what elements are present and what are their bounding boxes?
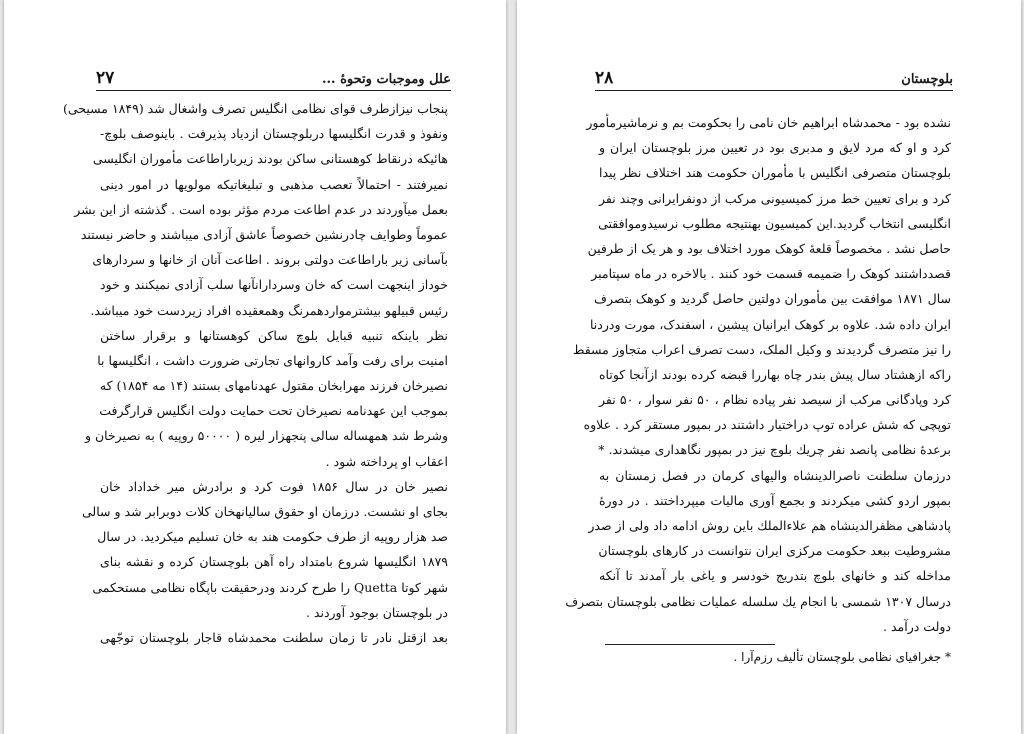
text-line: سال ۱۸۷۱ موافقت بین مأموران دولتین حاصل گردید و کوهک بتصرف bbox=[594, 291, 951, 307]
text-line: بموجب این عهدنامه نصیرخان تحت حمایت دولت انگلیس قرارگرفت bbox=[99, 403, 448, 419]
text-line: انگلیسی انتخاب گردید.این کمیسیون بهنتیجه مطلوب نرسیدوموافقتی bbox=[598, 215, 951, 231]
text-line: مداخله کند و خانهای بلوچ بتدریج خودسر و یاغی بار آمدند تا آنکه bbox=[599, 568, 951, 584]
running-header bbox=[595, 66, 953, 91]
text-line: پنجاب نیزازطرف قوای نظامی انگلیس تصرف واشغال شد (۱۸۴۹ مسیحی) bbox=[62, 101, 448, 116]
text-line: نصیر خان در سال ۱۸۵۶ فوت کرد و برادرش میر خداداد خان bbox=[100, 478, 448, 494]
text-line: درسال ۱۳۰۷ شمسی با انجام یك سلسله عملیات نظامی بلوچستان بتصرف bbox=[565, 593, 951, 609]
running-title: بلوچستان bbox=[901, 72, 953, 87]
text-line: بعد ازقتل نادر تا زمان سلطنت محمدشاه قاجار بلوچستان توجّهی bbox=[100, 629, 448, 645]
text-line: را نیز متصرف گردیدند و وکیل الملک، دست تصرف اعراب متجاوز مسقط bbox=[572, 341, 951, 357]
text-line: نصیرخان فرزند مهرابخان مقتول عهدنامهای بستند (۱۴ مه ۱۸۵۴) که bbox=[99, 378, 448, 394]
text-line: اعقاب او پرداخته شود . bbox=[325, 453, 448, 469]
text-line: مشروطیت ببعد حکومت مرکزی ایران نتوانست در کارهای بلوچستان bbox=[598, 543, 951, 559]
text-line: امنیت برای رفت وآمد کاروانهای تجارتی ضرورت داشت ، انگلیسها با bbox=[97, 352, 448, 368]
text-line: نشده بود - محمدشاه ابراهیم خان نامی را بحکومت بم و نرماشیرمأمور bbox=[586, 115, 951, 130]
text-line: خوداز اینجهت است که خان وسردارانآنها سلب آزادی نمیکنند و خود bbox=[100, 277, 448, 293]
text-line: کرد و او که مرد لایق و مدبری بود در تعیین مرز بلوچستان ایران و bbox=[599, 140, 951, 156]
text-line: ۱۸۷۹ انگلیسها شروع بامتداد راه آهن بلوچستان کرده و نقشه بنای bbox=[100, 554, 448, 570]
left-page bbox=[4, 0, 506, 734]
text-line: بعمل میآوردند در عدم اطاعت مردم مؤثر بوده است . گذشته از این بشر bbox=[74, 201, 448, 217]
text-line: ونفوذ و قدرت انگلیسها دربلوچستان ازدیاد پذیرفت . باینوصف بلوچ- bbox=[100, 126, 448, 142]
text-line: دولت درآمد . bbox=[883, 618, 951, 634]
body-text bbox=[62, 96, 448, 650]
text-line: راکه ازهشتاد سال پیش بندر چاه بهاررا قبضه کرده بودند ازآنجا کوتاه bbox=[599, 366, 951, 382]
text-line: عموماً وطوایف چادرنشین خصوصاً عاشق آزادی میباشند و حاضر نیستند bbox=[80, 226, 448, 242]
text-line: توپچی که شش عراده توپ دراختیار داشتند در بمپور مستقر کرد . علاوه bbox=[583, 417, 951, 433]
text-line: کرد وپادگانی مرکب از سیصد نفر پیاده نظام ، ۵۰ نفر سوار ، ۵۰ نفر bbox=[599, 392, 951, 408]
text-line: بجای او نشست. درزمان او حقوق سالیانهخان کلات دوبرابر شد و سالی bbox=[82, 504, 448, 519]
text-line: درزمان سلطنت ناصرالدینشاه والیهای کرمان در فصل زمستان به bbox=[599, 467, 951, 483]
text-line: ایران داده شد. علاوه بر کوهک ایرانیان پیشین ، اسفندک، مورت ودردنا bbox=[590, 316, 951, 332]
text-line: صد هزار روپیه از طرف حکومت هند به خان تسلیم میکردید. در سال bbox=[97, 529, 448, 545]
page-number: ۲۸ bbox=[595, 68, 614, 88]
footnote-divider bbox=[605, 644, 775, 645]
text-line: هائیکه درنقاط کوهستانی ساکن بودند زیرباراطاعت مأموران انگلیسی bbox=[92, 151, 448, 167]
page-number: ۲۷ bbox=[96, 68, 115, 88]
text-line: شهر کوتا Quetta را طرح کردند ودرحقیقت باپگاه نظامی مستحکمی bbox=[92, 579, 448, 595]
body-text bbox=[565, 110, 951, 639]
footnote: * جغرافیای نظامی بلوچستان تألیف رزم‌آرا . bbox=[733, 650, 951, 664]
text-line: کرد و برای تعیین خط مرز کمیسیونی مرکب از دونفرایرانی وچند نفر bbox=[599, 190, 951, 206]
text-line: نظر باینکه تنبیه قبایل بلوچ ساکن کوهستانها و برقرار ساختن bbox=[100, 327, 448, 343]
text-line: در بلوچستان بوجود آوردند . bbox=[305, 604, 448, 620]
text-line: وشرط شد همهساله سالی پنجهزار لیره ( ۵۰۰۰۰ روپیه ) به نصیرخان و bbox=[84, 428, 448, 444]
text-line: بآسانی زیر باراطاعت دولتی بروند . اطاعت آنان از خانها و سردارهای bbox=[92, 252, 448, 268]
right-page bbox=[517, 0, 1021, 734]
running-header bbox=[96, 66, 451, 91]
running-title: علل وموجبات وتحوۀ ... bbox=[322, 72, 451, 87]
text-line: نمیرفتند - احتمالاً تعصب مذهبی و تبلیغاتیکه مولویها در امور دینی bbox=[100, 176, 448, 192]
text-line: پادشاهی مظفرالدینشاه هم علاءالملك باین روش ادامه داد ولی از صدر bbox=[588, 518, 951, 533]
text-line: قصدداشتند کوهک را ضمیمه قسمت خود کنند . بالاخره در ماه سپتامبر bbox=[591, 266, 951, 282]
text-line: رئیس قبیلهو بیشترمواردهمرنگ وهمعقیده افراد زیردست خود میباشد. bbox=[90, 302, 448, 318]
text-line: برعدهٔ نظامی پانصد نفر چریك بلوچ نیز در بمپور نگاهداری میشدند. * bbox=[598, 442, 951, 458]
text-line: بمپور اردو کشی میکردند و بجمع آوری مالیات میپرداختند . در دورهٔ bbox=[599, 492, 951, 508]
text-line: بلوچستان متصرفی انگلیس با مأموران حکومت هند اختلاف نظر پیدا bbox=[599, 165, 951, 181]
text-line: حاصل نشد . مخصوصاً قلعهٔ کوهک مورد اختلاف بود و هر یک از طرفین bbox=[587, 240, 951, 256]
